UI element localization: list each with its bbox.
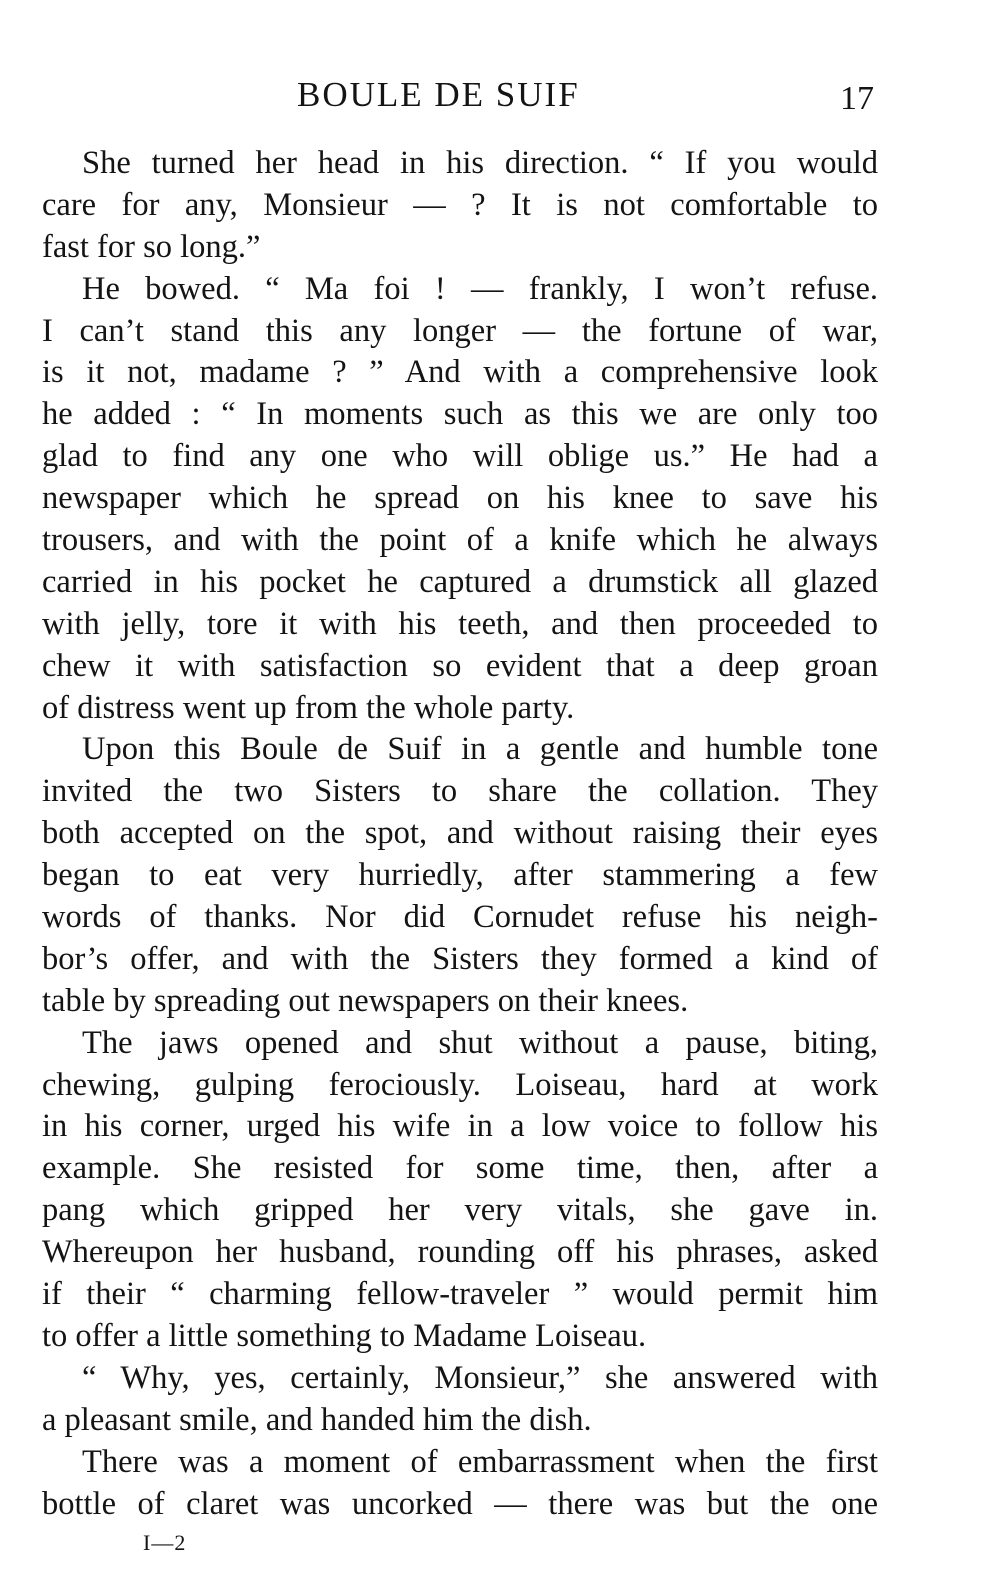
text-line: he added : “ In moments such as this we are only too <box>42 396 878 433</box>
text-line: in his corner, urged his wife in a low voice to follow his <box>42 1108 878 1145</box>
text-line: bor’s offer, and with the Sisters they formed a kind of <box>42 940 878 977</box>
text-line: a pleasant smile, and handed him the dish. <box>42 1401 592 1438</box>
text-line: words of thanks. Nor did Cornudet refuse his neigh- <box>42 899 878 936</box>
running-head: BOULE DE SUIF <box>297 75 580 114</box>
text-line: fast for so long.” <box>42 228 261 265</box>
text-line: glad to find any one who will oblige us.” He had a <box>42 438 878 475</box>
text-line: chew it with satisfaction so evident that a deep groan <box>42 647 878 684</box>
text-line: Upon this Boule de Suif in a gentle and humble tone <box>82 731 878 768</box>
text-line: is it not, madame ? ” And with a comprehensive look <box>42 354 878 391</box>
text-line: pang which gripped her very vitals, she gave in. <box>42 1192 878 1229</box>
text-line: table by spreading out newspapers on their knees. <box>42 982 689 1019</box>
text-line: example. She resisted for some time, then, after a <box>42 1150 878 1187</box>
text-line: if their “ charming fellow-traveler ” would permit him <box>42 1276 878 1313</box>
signature-mark: I—2 <box>143 1530 187 1555</box>
text-line: The jaws opened and shut without a pause, biting, <box>82 1024 878 1061</box>
text-line: both accepted on the spot, and without raising their eyes <box>42 815 878 852</box>
text-line: with jelly, tore it with his teeth, and then proceeded to <box>42 605 878 642</box>
text-line: “ Why, yes, certainly, Monsieur,” she answered with <box>82 1359 878 1396</box>
body-text <box>42 143 878 1525</box>
text-line: began to eat very hurriedly, after stammering a few <box>42 857 878 894</box>
text-line: chewing, gulping ferociously. Loiseau, hard at work <box>42 1066 878 1103</box>
text-line: care for any, Monsieur — ? It is not comfortable to <box>42 186 878 223</box>
text-line: I can’t stand this any longer — the fortune of war, <box>42 312 878 349</box>
text-line: carried in his pocket he captured a drumstick all glazed <box>42 563 878 600</box>
text-line: of distress went up from the whole party. <box>42 689 575 726</box>
text-line: newspaper which he spread on his knee to save his <box>42 480 878 517</box>
page-number: 17 <box>840 80 874 117</box>
text-line: trousers, and with the point of a knife which he always <box>42 522 878 559</box>
text-line: Whereupon her husband, rounding off his phrases, asked <box>42 1234 878 1271</box>
text-line: There was a moment of embarrassment when the first <box>82 1443 878 1480</box>
text-line: invited the two Sisters to share the collation. They <box>42 773 878 810</box>
text-line: He bowed. “ Ma foi ! — frankly, I won’t refuse. <box>82 270 878 307</box>
page-header <box>0 70 1000 120</box>
text-line: to offer a little something to Madame Loiseau. <box>42 1317 647 1354</box>
text-line: She turned her head in his direction. “ If you would <box>82 145 878 181</box>
text-line: bottle of claret was uncorked — there was but the one <box>42 1485 878 1522</box>
